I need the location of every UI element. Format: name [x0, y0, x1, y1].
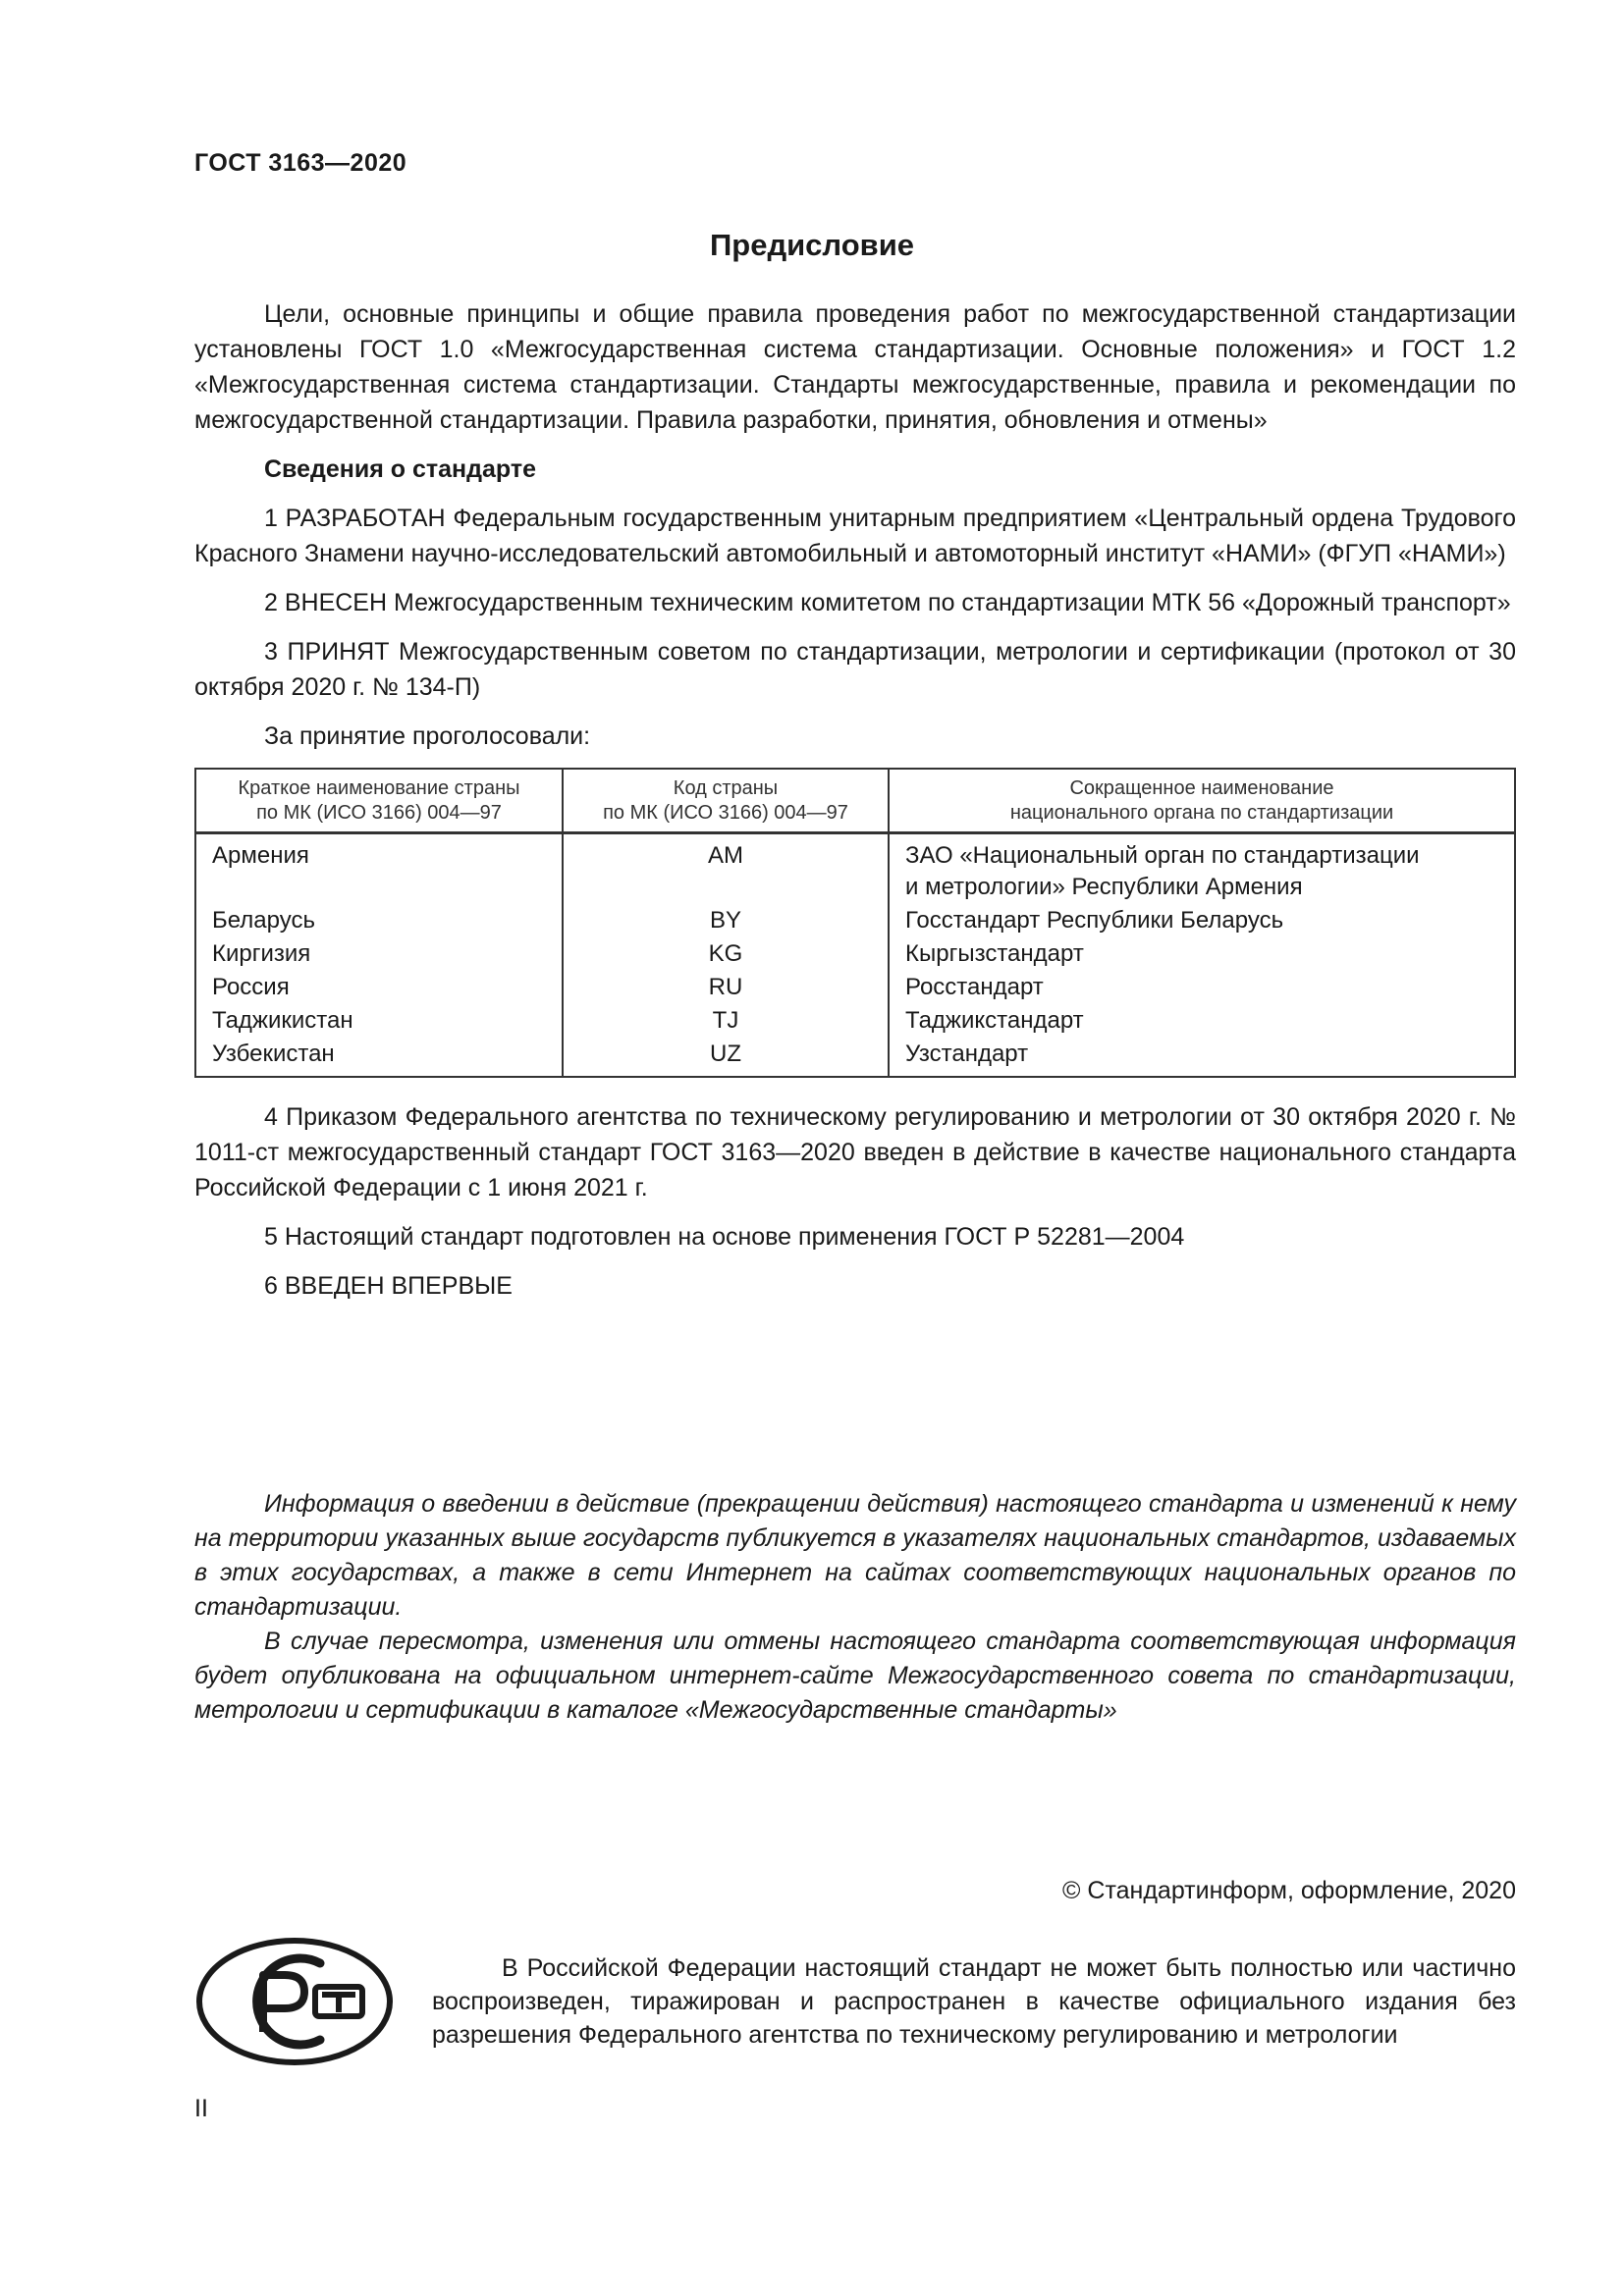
cell-code: AM — [563, 833, 889, 905]
header-org-line1: Сокращенное наименование — [1069, 777, 1334, 799]
reproduction-notice-text: В Российской Федерации настоящий стандарт не может быть полностью или частично воспроизведен, тиражирован и распространен в качестве официального издания без разрешения Федерального агентства по техническому регулированию и метрологии — [432, 1954, 1516, 2049]
cell-code: TJ — [563, 1004, 889, 1038]
info-paragraph-revision: В случае пересмотра, изменения или отмены настоящего стандарта соответствующая информация будет опубликована на официальном интернет-сайте Межгосударственного совета по стандартизации, метрологии и сертификации в каталоге «Межгосударственные стандарты» — [194, 1628, 1516, 1724]
cell-code: KG — [563, 937, 889, 971]
cell-country: Таджикистан — [195, 1004, 563, 1038]
header-code — [563, 769, 889, 833]
info-notice-block — [194, 1487, 1516, 1728]
pct-logo-icon — [194, 1936, 396, 2068]
foreword-content — [194, 296, 1516, 1317]
header-country-line1: Краткое наименование страны — [238, 777, 520, 799]
header-country-line2: по МК (ИСО 3166) 004—97 — [256, 802, 502, 824]
table-row — [195, 937, 1515, 971]
document-id-header: ГОСТ 3163—2020 — [194, 149, 407, 177]
reproduction-notice — [432, 1951, 1516, 2052]
info-paragraph-publication: Информация о введении в действие (прекращении действия) настоящего стандарта и изменений к нему на территории указанных выше государств публикуется в указателях национальных стандартов, издаваемых в этих государствах, а также в сети Интернет на сайтах соответствующих национальных органов по стандартизации. — [194, 1490, 1516, 1621]
page-title: Предисловие — [709, 228, 914, 262]
cell-country: Россия — [195, 971, 563, 1004]
cell-country: Узбекистан — [195, 1038, 563, 1077]
header-code-line1: Код страны — [673, 777, 779, 799]
table-row — [195, 833, 1515, 905]
table-row — [195, 1038, 1515, 1077]
cell-org: Узстандарт — [889, 1038, 1515, 1077]
intro-paragraph: Цели, основные принципы и общие правила проведения работ по межгосударственной стандартизации установлены ГОСТ 1.0 «Межгосударственная система стандартизации. Основные положения» и ГОСТ 1.2 «Межгосударственная система стандартизации. Стандарты межгосударственные, правила и рекомендации по межгосударственной стандартизации. Правила разработки, принятия, обновления и отмены» — [194, 300, 1516, 434]
header-org — [889, 769, 1515, 833]
cell-org: Госстандарт Республики Беларусь — [889, 904, 1515, 937]
standard-info-subheading: Сведения о стандарте — [264, 455, 537, 483]
page-number: II — [194, 2095, 208, 2122]
cell-country: Армения — [195, 833, 563, 905]
cell-org-line1: ЗАО «Национальный орган по стандартизации — [905, 842, 1420, 869]
cell-org: Кыргызстандарт — [889, 937, 1515, 971]
cell-code: UZ — [563, 1038, 889, 1077]
item-submitted: 2 ВНЕСЕН Межгосударственным техническим комитетом по стандартизации МТК 56 «Дорожный транспорт» — [264, 589, 1511, 616]
item-developed: 1 РАЗРАБОТАН Федеральным государственным унитарным предприятием «Центральный ордена Трудового Красного Знамени научно-исследовательский автомобильный и автомоторный институт «НАМИ» (ФГУП «НАМИ») — [194, 505, 1516, 567]
cell-country: Беларусь — [195, 904, 563, 937]
copyright-line: © Стандартинформ, оформление, 2020 — [1062, 1877, 1516, 1904]
item-basis: 5 Настоящий стандарт подготовлен на основе применения ГОСТ Р 52281—2004 — [264, 1223, 1185, 1251]
table-header-row — [195, 769, 1515, 833]
cell-org: Росстандарт — [889, 971, 1515, 1004]
cell-org: Таджикстандарт — [889, 1004, 1515, 1038]
cell-code: BY — [563, 904, 889, 937]
header-org-line2: национального органа по стандартизации — [1009, 802, 1394, 824]
table-row — [195, 1004, 1515, 1038]
item-first-introduced: 6 ВВЕДЕН ВПЕРВЫЕ — [264, 1272, 513, 1300]
cell-country: Киргизия — [195, 937, 563, 971]
item-enacted: 4 Приказом Федерального агентства по техническому регулированию и метрологии от 30 октября 2020 г. № 1011-ст межгосударственный стандарт ГОСТ 3163—2020 введен в действие в качестве национального стандарта Российской Федерации с 1 июня 2021 г. — [194, 1103, 1516, 1201]
table-row — [195, 904, 1515, 937]
cell-code: RU — [563, 971, 889, 1004]
item-adopted: 3 ПРИНЯТ Межгосударственным советом по стандартизации, метрологии и сертификации (протокол от 30 октября 2020 г. № 134-П) — [194, 638, 1516, 701]
cell-org-line2: и метрологии» Республики Армения — [905, 874, 1303, 900]
table-row — [195, 971, 1515, 1004]
header-country — [195, 769, 563, 833]
header-code-line2: по МК (ИСО 3166) 004—97 — [603, 802, 848, 824]
vote-intro: За принятие проголосовали: — [264, 722, 591, 750]
voting-countries-table — [194, 768, 1516, 1078]
cell-org — [889, 833, 1515, 905]
